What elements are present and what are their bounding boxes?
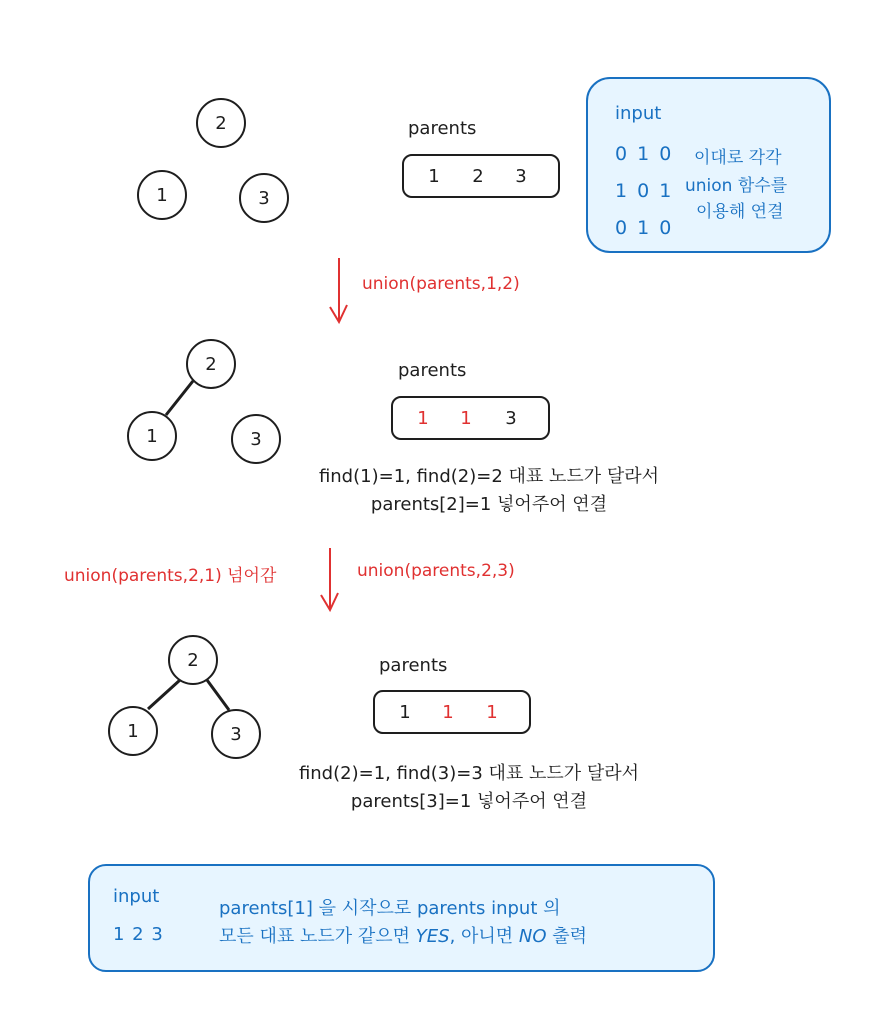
caption-step2 [292,463,686,519]
edge-2-1-step3 [148,680,180,709]
input-note: 이용해 연결 [696,202,784,222]
node-2-step2: 2 [186,339,236,389]
parents-cell: 1 [486,702,498,723]
arrow-down-2 [321,548,338,610]
rule-text: , 아니면 [449,926,519,947]
caption-line: find(1)=1, find(2)=2 대표 노드가 달라서 [318,466,660,487]
parents-label-step1: parents [408,118,477,139]
node-3-step2: 3 [231,414,281,464]
node-1-step1: 1 [137,170,187,220]
caption-line: parents[3]=1 넣어주어 연결 [350,791,588,812]
parents-cell: 3 [515,166,527,187]
caption-line: find(2)=1, find(3)=3 대표 노드가 달라서 [298,763,640,784]
input-adjacency-box [586,77,831,253]
input-box-title: input [615,103,662,124]
parents-cell: 1 [428,166,440,187]
yes-text: YES [415,926,450,947]
union-label-2: union(parents,2,3) [357,561,515,581]
bottom-input-title: input [113,886,160,907]
rule-text: 모든 대표 노드가 같으면 [219,926,416,947]
parents-label-step2: parents [398,360,467,381]
node-2-step3: 2 [168,635,218,685]
caption-line: parents[2]=1 넣어주어 연결 [370,494,608,515]
parents-cell: 2 [472,166,484,187]
edge-2-1-step2 [166,381,193,415]
node-3-step3: 3 [211,709,261,759]
parents-array-step1 [402,154,560,198]
node-1-step3: 1 [108,706,158,756]
input-row: 1 0 1 [615,180,674,202]
input-row: 0 1 0 [615,143,674,165]
parents-label-step3: parents [379,655,448,676]
parents-array-step3 [373,690,531,734]
parents-cell: 1 [460,408,472,429]
input-note: 이대로 각각 [694,148,782,168]
input-note: union 함수를 [685,176,788,196]
edge-2-3-step3 [207,680,229,710]
caption-step3 [272,760,666,816]
parents-cell: 1 [399,702,411,723]
rule-line-1: parents[1] 을 시작으로 parents input 의 [219,898,561,919]
parents-cell: 1 [442,702,454,723]
node-1-step2: 1 [127,411,177,461]
union-label-1: union(parents,1,2) [362,274,520,294]
arrow-down-1 [330,258,347,322]
output-rule-box [88,864,715,972]
input-row: 0 1 0 [615,217,674,239]
node-2-step1: 2 [196,98,246,148]
bottom-input-value: 1 2 3 [113,924,164,945]
node-3-step1: 3 [239,173,289,223]
rule-text: 출력 [546,926,588,947]
rule-line-2 [219,922,587,948]
parents-cell: 3 [505,408,517,429]
parents-cell: 1 [417,408,429,429]
parents-array-step2 [391,396,550,440]
union-label-skipped: union(parents,2,1) 넘어감 [64,566,277,586]
no-text: NO [518,926,547,947]
